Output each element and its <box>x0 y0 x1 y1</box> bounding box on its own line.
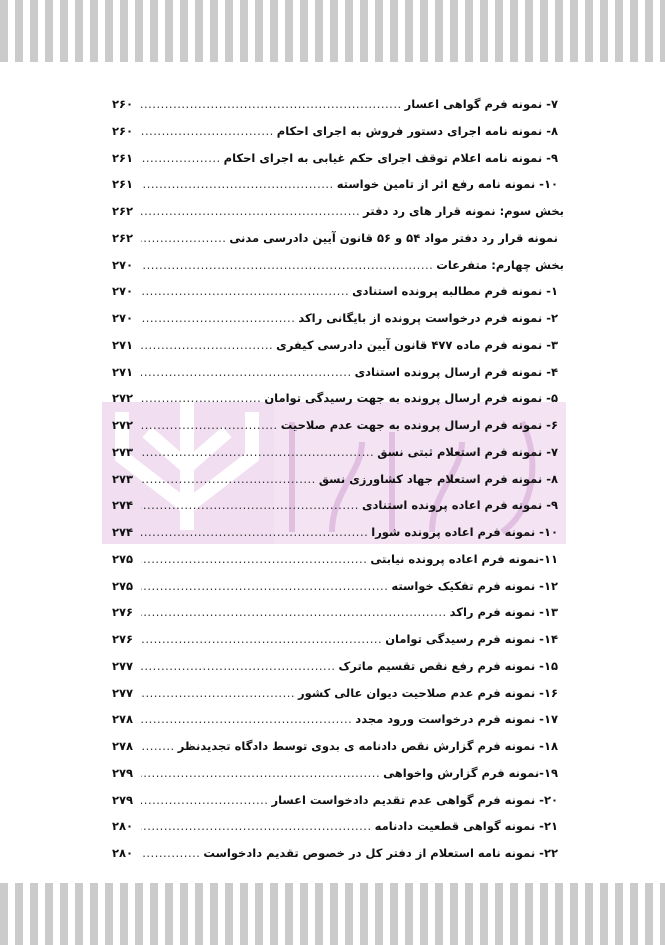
toc-page-number: ۲۷۶ <box>112 632 134 646</box>
dot-leader <box>141 599 447 626</box>
toc-page-number: ۲۶۰ <box>112 123 134 138</box>
toc-entry-title: ۱۲- نمونه فرم تفکیک خواسته <box>391 578 558 593</box>
toc-page-number: ۲۶۱ <box>112 150 134 165</box>
dot-leader <box>141 733 175 760</box>
toc-entry-title: ۹- نمونه نامه اعلام توقف اجرای حکم غیابی به اجرای احکام <box>223 150 558 165</box>
dot-leader <box>141 439 374 466</box>
bottom-decorative-stripes <box>0 883 665 945</box>
toc-entry <box>112 466 558 493</box>
toc-entry <box>112 706 558 733</box>
toc-entry-title: ۱۳- نمونه فرم راکد <box>449 605 558 620</box>
dot-leader <box>141 252 433 279</box>
toc-entry-title: ۶- نمونه فرم ارسال پرونده به جهت عدم صلاحیت <box>280 418 558 432</box>
toc-entry <box>112 787 558 814</box>
dot-leader <box>141 760 380 787</box>
toc-entry <box>112 278 558 305</box>
dot-leader <box>141 466 316 493</box>
dot-leader <box>141 359 352 386</box>
toc-page-number: ۲۷۰ <box>112 284 134 299</box>
toc-page-number: ۲۷۸ <box>112 712 134 727</box>
dot-leader <box>141 706 352 733</box>
toc-page-number: ۲۷۹ <box>112 765 134 780</box>
toc-page-number: ۲۷۵ <box>112 578 134 593</box>
toc-entry-title: ۸- نمونه نامه اجرای دستور فروش به اجرای احکام <box>276 123 558 138</box>
dot-leader <box>141 278 349 305</box>
toc-entry <box>112 519 558 546</box>
toc-page-number: ۲۷۲ <box>112 391 134 406</box>
toc-page-number: ۲۷۸ <box>112 739 134 753</box>
toc-entry-title: بخش چهارم: متفرعات <box>436 257 564 272</box>
top-decorative-stripes <box>0 0 665 62</box>
table-of-contents <box>112 91 564 867</box>
toc-entry <box>112 760 558 787</box>
toc-entry-title: ۲۲- نمونه نامه استعلام از دفتر کل در خصوص تقدیم دادخواست <box>203 846 558 860</box>
toc-entry-title: ۲۰- نمونه فرم گواهی عدم تقدیم دادخواست اعسار <box>271 792 558 807</box>
toc-entry <box>112 91 558 118</box>
toc-page-number: ۲۷۰ <box>112 257 134 272</box>
toc-page-number: ۲۷۴ <box>112 525 134 539</box>
toc-page-number: ۲۷۶ <box>112 605 134 620</box>
dot-leader <box>141 680 295 707</box>
dot-leader <box>141 787 268 814</box>
toc-page-number: ۲۷۱ <box>112 337 134 352</box>
dot-leader <box>141 412 278 439</box>
toc-entry <box>112 171 558 198</box>
dot-leader <box>141 198 360 225</box>
toc-entry <box>112 439 558 466</box>
toc-entry-title: ۲- نمونه فرم درخواست پرونده از بایگانی راکد <box>298 311 558 325</box>
toc-entry <box>112 733 558 760</box>
toc-entry <box>112 385 558 412</box>
toc-entry-title: ۱۶- نمونه فرم عدم صلاحیت دیوان عالی کشور <box>298 685 558 700</box>
toc-entry <box>112 359 558 386</box>
dot-leader <box>141 653 336 680</box>
toc-entry-title: ۱۰- نمونه نامه رفع اثر از تامین خواسته <box>336 177 558 192</box>
toc-entry-title: ۹- نمونه فرم اعاده پرونده استنادی <box>361 498 558 513</box>
toc-page-number: ۲۷۵ <box>112 551 134 566</box>
dot-leader <box>141 546 367 573</box>
toc-entry <box>112 573 558 600</box>
toc-entry <box>112 840 558 867</box>
toc-entry-title: ۵- نمونه فرم ارسال پرونده به جهت رسیدگی توامان <box>264 391 558 406</box>
toc-page-number: ۲۷۰ <box>112 311 134 325</box>
toc-entry-title: ۲۱- نمونه گواهی قطعیت دادنامه <box>374 819 558 834</box>
toc-entry <box>112 813 558 840</box>
toc-entry <box>112 145 558 172</box>
dot-leader <box>141 385 261 412</box>
toc-entry-title: ۱۹-نمونه فرم گزارش واخواهی <box>383 765 558 780</box>
dot-leader <box>141 519 368 546</box>
toc-entry-title: نمونه قرار رد دفتر مواد ۵۴ و ۵۶ قانون آیین دادرسی مدنی <box>229 230 558 245</box>
toc-entry-title: ۱۰- نمونه فرم اعاده پرونده شورا <box>371 525 558 539</box>
toc-page-number: ۲۶۲ <box>112 204 134 218</box>
toc-entry-title: ۷- نمونه فرم استعلام ثبتی نسق <box>377 444 558 459</box>
dot-leader <box>141 171 334 198</box>
toc-entry <box>112 599 558 626</box>
toc-entry-title: بخش سوم: نمونه قرار های رد دفتر <box>363 204 564 218</box>
toc-entry <box>112 546 558 573</box>
dot-leader <box>141 305 295 332</box>
dot-leader <box>141 626 382 653</box>
toc-page-number: ۲۷۱ <box>112 364 134 379</box>
toc-entry-title: ۳- نمونه فرم ماده ۴۷۷ قانون آیین دادرسی کیفری <box>276 337 558 352</box>
toc-page-number: ۲۶۰ <box>112 97 134 111</box>
dot-leader <box>141 492 359 519</box>
toc-page-number: ۲۷۲ <box>112 418 134 432</box>
toc-section-heading <box>112 198 564 225</box>
toc-page-number: ۲۸۰ <box>112 846 134 860</box>
toc-entry <box>112 412 558 439</box>
toc-section-heading <box>112 252 564 279</box>
toc-page-number: ۲۷۴ <box>112 498 134 513</box>
toc-page-number: ۲۷۷ <box>112 658 134 673</box>
toc-entry-title: ۱۱-نمونه فرم اعاده پرونده نیابتی <box>370 551 558 566</box>
toc-entry <box>112 653 558 680</box>
dot-leader <box>141 332 273 359</box>
toc-entry-title: ۱۷- نمونه فرم درخواست ورود مجدد <box>355 712 558 727</box>
toc-entry-title: ۱۸- نمونه فرم گزارش نقص دادنامه ی بدوی توسط دادگاه تجدیدنظر <box>177 739 558 753</box>
toc-entry-title: ۸- نمونه فرم استعلام جهاد کشاورزی نسق <box>318 471 558 486</box>
toc-page-number: ۲۷۷ <box>112 685 134 700</box>
toc-entry <box>112 626 558 653</box>
toc-entry-title: ۷- نمونه فرم گواهی اعسار <box>404 97 558 111</box>
toc-page-number: ۲۷۳ <box>112 444 134 459</box>
toc-page-number: ۲۶۲ <box>112 230 134 245</box>
toc-page-number: ۲۷۹ <box>112 792 134 807</box>
dot-leader <box>141 118 274 145</box>
dot-leader <box>141 573 388 600</box>
toc-entry <box>112 225 558 252</box>
dot-leader <box>141 813 372 840</box>
dot-leader <box>141 145 221 172</box>
dot-leader <box>141 225 226 252</box>
toc-entry-title: ۴- نمونه فرم ارسال پرونده استنادی <box>354 364 558 379</box>
toc-entry <box>112 118 558 145</box>
toc-entry-title: ۱- نمونه فرم مطالبه پرونده استنادی <box>352 284 558 299</box>
dot-leader <box>141 91 402 118</box>
toc-entry <box>112 332 558 359</box>
toc-page-number: ۲۶۱ <box>112 177 134 192</box>
toc-entry-title: ۱۵- نمونه فرم رفع نقص تقسیم ماترک <box>338 658 558 673</box>
toc-entry <box>112 492 558 519</box>
toc-entry-title: ۱۴- نمونه فرم رسیدگی توامان <box>385 632 558 646</box>
toc-entry <box>112 305 558 332</box>
dot-leader <box>141 840 200 867</box>
toc-page-number: ۲۸۰ <box>112 819 134 834</box>
toc-page-number: ۲۷۳ <box>112 471 134 486</box>
toc-entry <box>112 680 558 707</box>
